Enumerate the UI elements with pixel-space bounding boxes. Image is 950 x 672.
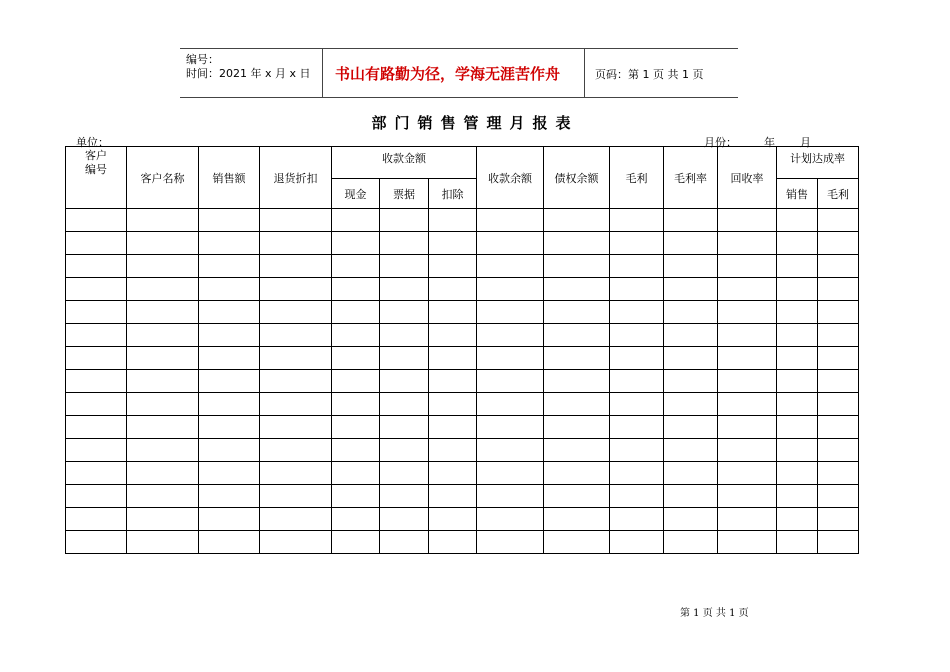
table-cell	[66, 278, 127, 301]
table-cell	[260, 439, 332, 462]
table-cell	[818, 416, 859, 439]
table-cell	[260, 324, 332, 347]
table-cell	[610, 324, 664, 347]
table-cell	[718, 301, 777, 324]
table-cell	[777, 347, 818, 370]
table-cell	[777, 209, 818, 232]
table-cell	[610, 393, 664, 416]
table-cell	[332, 439, 380, 462]
table-cell	[544, 370, 610, 393]
col-bill: 票据	[380, 179, 429, 209]
table-cell	[127, 462, 199, 485]
table-cell	[66, 324, 127, 347]
table-cell	[818, 278, 859, 301]
table-cell	[718, 531, 777, 554]
table-cell	[66, 462, 127, 485]
table-cell	[718, 347, 777, 370]
table-cell	[429, 508, 477, 531]
table-cell	[429, 209, 477, 232]
table-cell	[544, 462, 610, 485]
col-plan-rate: 计划达成率	[777, 147, 859, 179]
table-cell	[332, 232, 380, 255]
header-info-cell	[180, 49, 323, 97]
table-cell	[66, 209, 127, 232]
table-cell	[199, 370, 260, 393]
table-cell	[429, 393, 477, 416]
table-cell	[777, 278, 818, 301]
table-row	[66, 439, 859, 462]
table-cell	[610, 278, 664, 301]
table-cell	[199, 393, 260, 416]
table-cell	[777, 255, 818, 278]
table-cell	[610, 416, 664, 439]
table-row	[66, 531, 859, 554]
table-cell	[380, 278, 429, 301]
table-cell	[544, 232, 610, 255]
table-cell	[260, 416, 332, 439]
table-cell	[718, 416, 777, 439]
table-cell	[332, 255, 380, 278]
table-cell	[260, 462, 332, 485]
table-cell	[718, 209, 777, 232]
table-cell	[477, 324, 544, 347]
table-cell	[818, 393, 859, 416]
table-cell	[818, 531, 859, 554]
page-info: 页码：第 1 页 共 1 页	[595, 68, 704, 81]
table-cell	[477, 301, 544, 324]
table-cell	[66, 416, 127, 439]
table-cell	[66, 439, 127, 462]
table-cell	[664, 439, 718, 462]
table-cell	[127, 232, 199, 255]
table-cell	[429, 255, 477, 278]
table-cell	[199, 232, 260, 255]
table-cell	[477, 508, 544, 531]
table-cell	[664, 301, 718, 324]
table-cell	[429, 416, 477, 439]
table-cell	[199, 347, 260, 370]
table-cell	[332, 347, 380, 370]
table-row	[66, 232, 859, 255]
table-cell	[664, 255, 718, 278]
table-cell	[66, 370, 127, 393]
col-plan-profit: 毛利	[818, 179, 859, 209]
table-cell	[544, 508, 610, 531]
table-cell	[127, 393, 199, 416]
col-balance: 收款余额	[477, 147, 544, 209]
table-cell	[199, 485, 260, 508]
table-cell	[610, 209, 664, 232]
table-cell	[610, 347, 664, 370]
header-page-cell	[584, 49, 739, 97]
table-row	[66, 462, 859, 485]
table-cell	[260, 508, 332, 531]
table-cell	[664, 508, 718, 531]
table-cell	[777, 370, 818, 393]
time-label: 时间：2021 年 x 月 x 日	[186, 67, 311, 80]
table-cell	[380, 462, 429, 485]
table-cell	[664, 416, 718, 439]
table-cell	[199, 324, 260, 347]
table-cell	[332, 416, 380, 439]
table-cell	[477, 485, 544, 508]
table-cell	[429, 301, 477, 324]
table-cell	[127, 255, 199, 278]
table-cell	[718, 278, 777, 301]
table-row	[66, 255, 859, 278]
table-cell	[718, 439, 777, 462]
col-sales: 销售额	[199, 147, 260, 209]
table-cell	[66, 485, 127, 508]
col-gross-margin: 毛利率	[664, 147, 718, 209]
table-cell	[544, 439, 610, 462]
table-cell	[544, 393, 610, 416]
table-row	[66, 209, 859, 232]
table-cell	[610, 301, 664, 324]
table-cell	[544, 301, 610, 324]
header-row	[66, 147, 859, 179]
table-cell	[544, 209, 610, 232]
table-row	[66, 508, 859, 531]
table-cell	[664, 209, 718, 232]
table-cell	[260, 485, 332, 508]
table-cell	[332, 209, 380, 232]
table-cell	[127, 439, 199, 462]
col-recovery-rate: 回收率	[718, 147, 777, 209]
table-cell	[818, 347, 859, 370]
table-cell	[818, 439, 859, 462]
page-footer: 第 1 页 共 1 页	[680, 608, 749, 619]
table-cell	[818, 324, 859, 347]
unit-label: 单位：	[76, 136, 109, 149]
table-cell	[544, 278, 610, 301]
table-cell	[818, 209, 859, 232]
table-cell	[818, 462, 859, 485]
table-cell	[332, 393, 380, 416]
table-cell	[664, 462, 718, 485]
table-row	[66, 301, 859, 324]
table-cell	[477, 370, 544, 393]
table-cell	[66, 508, 127, 531]
table-cell	[332, 485, 380, 508]
table-cell	[380, 347, 429, 370]
table-cell	[477, 531, 544, 554]
table-cell	[199, 301, 260, 324]
table-row	[66, 347, 859, 370]
table-cell	[332, 462, 380, 485]
col-plan-sales: 销售	[777, 179, 818, 209]
col-deduct: 扣除	[429, 179, 477, 209]
table-cell	[66, 255, 127, 278]
table-cell	[777, 462, 818, 485]
table-cell	[818, 485, 859, 508]
table-cell	[610, 531, 664, 554]
table-cell	[260, 531, 332, 554]
table-cell	[777, 531, 818, 554]
table-cell	[610, 439, 664, 462]
col-customer-name: 客户名称	[127, 147, 199, 209]
table-cell	[429, 347, 477, 370]
table-cell	[544, 347, 610, 370]
table-cell	[718, 508, 777, 531]
table-cell	[718, 324, 777, 347]
table-cell	[260, 370, 332, 393]
table-cell	[380, 439, 429, 462]
table-cell	[718, 370, 777, 393]
table-row	[66, 324, 859, 347]
table-cell	[127, 508, 199, 531]
table-cell	[477, 347, 544, 370]
month-label: 月份：	[704, 136, 737, 149]
table-cell	[718, 485, 777, 508]
table-cell	[664, 531, 718, 554]
table-row	[66, 485, 859, 508]
report-title: 部门销售管理月报表	[371, 114, 579, 132]
table-cell	[127, 485, 199, 508]
table-cell	[127, 278, 199, 301]
table-cell	[818, 508, 859, 531]
table-cell	[429, 439, 477, 462]
table-cell	[199, 255, 260, 278]
table-cell	[260, 209, 332, 232]
table-cell	[66, 347, 127, 370]
table-cell	[777, 232, 818, 255]
table-cell	[777, 324, 818, 347]
table-cell	[429, 232, 477, 255]
table-cell	[127, 416, 199, 439]
table-cell	[429, 370, 477, 393]
table-cell	[199, 416, 260, 439]
table-cell	[380, 324, 429, 347]
table-cell	[777, 393, 818, 416]
table-cell	[260, 278, 332, 301]
table-cell	[664, 232, 718, 255]
col-cash: 现金	[332, 179, 380, 209]
table-cell	[429, 531, 477, 554]
table-cell	[199, 439, 260, 462]
table-cell	[818, 255, 859, 278]
table-cell	[127, 301, 199, 324]
motto-text: 书山有路勤为径，学海无涯苦作舟	[335, 65, 561, 83]
table-cell	[260, 347, 332, 370]
table-cell	[380, 255, 429, 278]
table-cell	[260, 255, 332, 278]
table-cell	[777, 485, 818, 508]
table-cell	[818, 301, 859, 324]
table-cell	[332, 370, 380, 393]
table-cell	[610, 232, 664, 255]
table-cell	[718, 462, 777, 485]
table-cell	[610, 370, 664, 393]
table-cell	[818, 232, 859, 255]
table-row	[66, 416, 859, 439]
table-cell	[544, 416, 610, 439]
col-debt-balance: 债权余额	[544, 147, 610, 209]
table-cell	[664, 370, 718, 393]
table-cell	[380, 485, 429, 508]
table-cell	[199, 508, 260, 531]
table-cell	[332, 301, 380, 324]
table-cell	[544, 255, 610, 278]
table-cell	[199, 462, 260, 485]
month-suffix: 月	[800, 136, 811, 149]
table-cell	[127, 370, 199, 393]
table-cell	[66, 531, 127, 554]
table-cell	[818, 370, 859, 393]
table-cell	[260, 301, 332, 324]
table-cell	[429, 462, 477, 485]
table-cell	[544, 324, 610, 347]
document-header	[180, 48, 738, 98]
table-cell	[777, 416, 818, 439]
number-label: 编号：	[186, 53, 219, 66]
table-cell	[380, 370, 429, 393]
table-cell	[664, 324, 718, 347]
table-cell	[477, 416, 544, 439]
table-cell	[332, 278, 380, 301]
col-gross-profit: 毛利	[610, 147, 664, 209]
table-cell	[380, 531, 429, 554]
table-cell	[718, 232, 777, 255]
table-cell	[332, 508, 380, 531]
table-cell	[127, 324, 199, 347]
table-cell	[429, 278, 477, 301]
col-collection: 收款金额	[332, 147, 477, 179]
table-cell	[718, 255, 777, 278]
table-cell	[260, 393, 332, 416]
table-cell	[477, 209, 544, 232]
table-cell	[777, 508, 818, 531]
table-cell	[664, 485, 718, 508]
table-cell	[380, 209, 429, 232]
table-cell	[544, 485, 610, 508]
col-returns: 退货折扣	[260, 147, 332, 209]
table-row	[66, 393, 859, 416]
table-row	[66, 278, 859, 301]
table-cell	[199, 278, 260, 301]
table-cell	[380, 393, 429, 416]
table-cell	[380, 232, 429, 255]
table-cell	[477, 232, 544, 255]
table-cell	[664, 347, 718, 370]
year-suffix: 年	[764, 136, 775, 149]
table-cell	[610, 485, 664, 508]
col-customer-no: 客户 编号	[66, 147, 127, 209]
table-cell	[477, 439, 544, 462]
table-cell	[66, 232, 127, 255]
table-cell	[66, 393, 127, 416]
table-cell	[610, 462, 664, 485]
table-row	[66, 370, 859, 393]
table-cell	[380, 508, 429, 531]
table-cell	[380, 416, 429, 439]
table-cell	[477, 393, 544, 416]
table-cell	[664, 393, 718, 416]
table-cell	[718, 393, 777, 416]
table-cell	[127, 347, 199, 370]
table-cell	[66, 301, 127, 324]
table-cell	[477, 462, 544, 485]
table-cell	[127, 531, 199, 554]
table-cell	[777, 301, 818, 324]
table-cell	[199, 531, 260, 554]
table-cell	[332, 324, 380, 347]
sales-report-table	[65, 146, 859, 554]
table-cell	[260, 232, 332, 255]
table-cell	[199, 209, 260, 232]
table-cell	[610, 508, 664, 531]
table-cell	[664, 278, 718, 301]
table-cell	[477, 255, 544, 278]
table-cell	[380, 301, 429, 324]
table-cell	[544, 531, 610, 554]
table-cell	[777, 439, 818, 462]
table-cell	[429, 485, 477, 508]
table-cell	[127, 209, 199, 232]
table-cell	[477, 278, 544, 301]
table-cell	[610, 255, 664, 278]
table-cell	[429, 324, 477, 347]
table-cell	[332, 531, 380, 554]
